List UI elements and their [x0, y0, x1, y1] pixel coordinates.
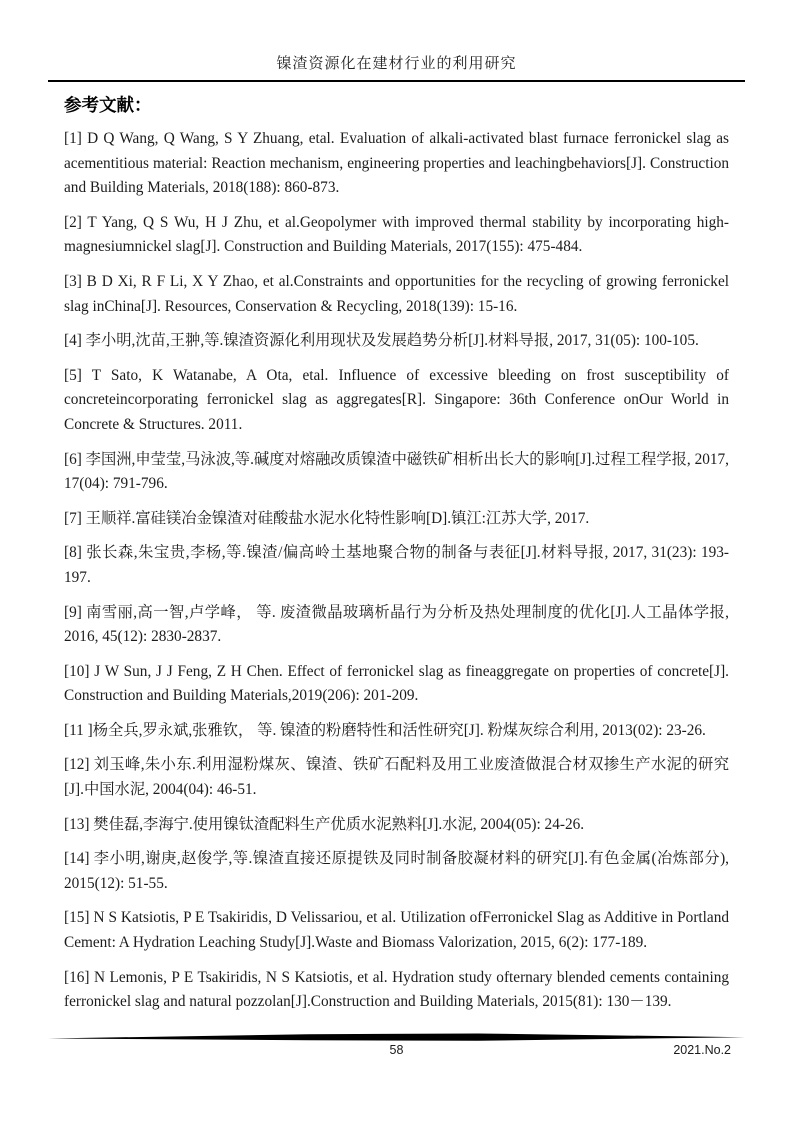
- reference-item: [8] 张长森,朱宝贵,李杨,等.镍渣/偏高岭土基地聚合物的制备与表征[J].材料导报, 2017, 31(23): 193-197.: [64, 544, 729, 586]
- reference-item: [12] 刘玉峰,朱小东.利用湿粉煤灰、镍渣、铁矿石配料及用工业废渣做混合材双掺生产水泥的研究[J].中国水泥, 2004(04): 46-51.: [64, 756, 729, 799]
- footer-tapered-rule: [48, 1033, 745, 1042]
- running-header-title: 镍渣资源化在建材行业的利用研究: [276, 56, 517, 72]
- reference-item: [10] J W Sun, J J Feng, Z H Chen. Effect of ferronickel slag as fineaggregate on properties of concrete[J]. Construction and Building Materials,2019(206): 201-209.: [64, 662, 729, 705]
- reference-item: [9] 南雪丽,高一智,卢学峰， 等. 废渣微晶玻璃析晶行为分析及热处理制度的优化[J].人工晶体学报, 2016, 45(12): 2830-2837.: [64, 603, 729, 646]
- reference-list: [64, 127, 729, 1015]
- reference-item: [5] T Sato, K Watanabe, A Ota, etal. Influence of excessive bleeding on frost susceptibility of concreteincorporating ferronickel slag as aggregates[R]. Singapore: 36th Conference onOur World in Concrete & Structures. 2011.: [64, 366, 729, 433]
- references-heading: 参考文献：: [64, 95, 152, 115]
- reference-item: [6] 李国洲,申莹莹,马泳波,等.碱度对熔融改质镍渣中磁铁矿相析出长大的影响[J].过程工程学报, 2017, 17(04): 791-796.: [64, 450, 729, 493]
- reference-item: [3] B D Xi, R F Li, X Y Zhao, et al.Constraints and opportunities for the recycling of growing ferronickel slag inChina[J]. Resources, Conservation & Recycling, 2018(139): 15-16.: [64, 272, 729, 315]
- page-header: [0, 0, 793, 82]
- reference-item: [13] 樊佳磊,李海宁.使用镍钛渣配料生产优质水泥熟料[J].水泥, 2004(05): 24-26.: [64, 815, 585, 833]
- reference-item: [14] 李小明,谢庚,赵俊学,等.镍渣直接还原提铁及同时制备胶凝材料的研究[J].有色金属(冶炼部分), 2015(12): 51-55.: [64, 850, 729, 892]
- reference-item: [2] T Yang, Q S Wu, H J Zhu, et al.Geopolymer with improved thermal stability by incorporating high-magnesiumnickel slag[J]. Construction and Building Materials, 2017(155): 475-484.: [64, 213, 729, 256]
- header-rule: [48, 80, 745, 82]
- reference-item: [4] 李小明,沈苗,王翀,等.镍渣资源化利用现状及发展趋势分析[J].材料导报, 2017, 31(05): 100-105.: [64, 332, 699, 350]
- page-number: 58: [389, 1043, 404, 1057]
- issue-number: 2021.No.2: [673, 1043, 731, 1057]
- footer-text-row: [48, 1043, 745, 1061]
- page-content: [0, 92, 793, 1015]
- reference-item: [7] 王顺祥.富硅镁冶金镍渣对硅酸盐水泥水化特性影响[D].镇江:江苏大学, 2017.: [64, 509, 590, 527]
- reference-item: [11 ]杨全兵,罗永斌,张雅钦， 等. 镍渣的粉磨特性和活性研究[J]. 粉煤灰综合利用, 2013(02): 23-26.: [64, 721, 706, 739]
- reference-item: [15] N S Katsiotis, P E Tsakiridis, D Velissariou, et al. Utilization ofFerronickel Slag as Additive in Portland Cement: A Hydration Leaching Study[J].Waste and Biomass Valorization, 2015, 6(2): 177-189.: [64, 909, 729, 952]
- reference-item: [16] N Lemonis, P E Tsakiridis, N S Katsiotis, et al. Hydration study ofternary blended cements containing ferronickel slag and natural pozzolan[J].Construction and Building Materials, 2015(81): 130－139.: [64, 968, 729, 1011]
- page-footer: [48, 1033, 745, 1061]
- reference-item: [1] D Q Wang, Q Wang, S Y Zhuang, etal. Evaluation of alkali-activated blast furnace ferronickel slag as acementitious material: Reaction mechanism, engineering properties and leachingbehaviors[J]. Construction and Building Materials, 2018(188): 860-873.: [64, 130, 729, 197]
